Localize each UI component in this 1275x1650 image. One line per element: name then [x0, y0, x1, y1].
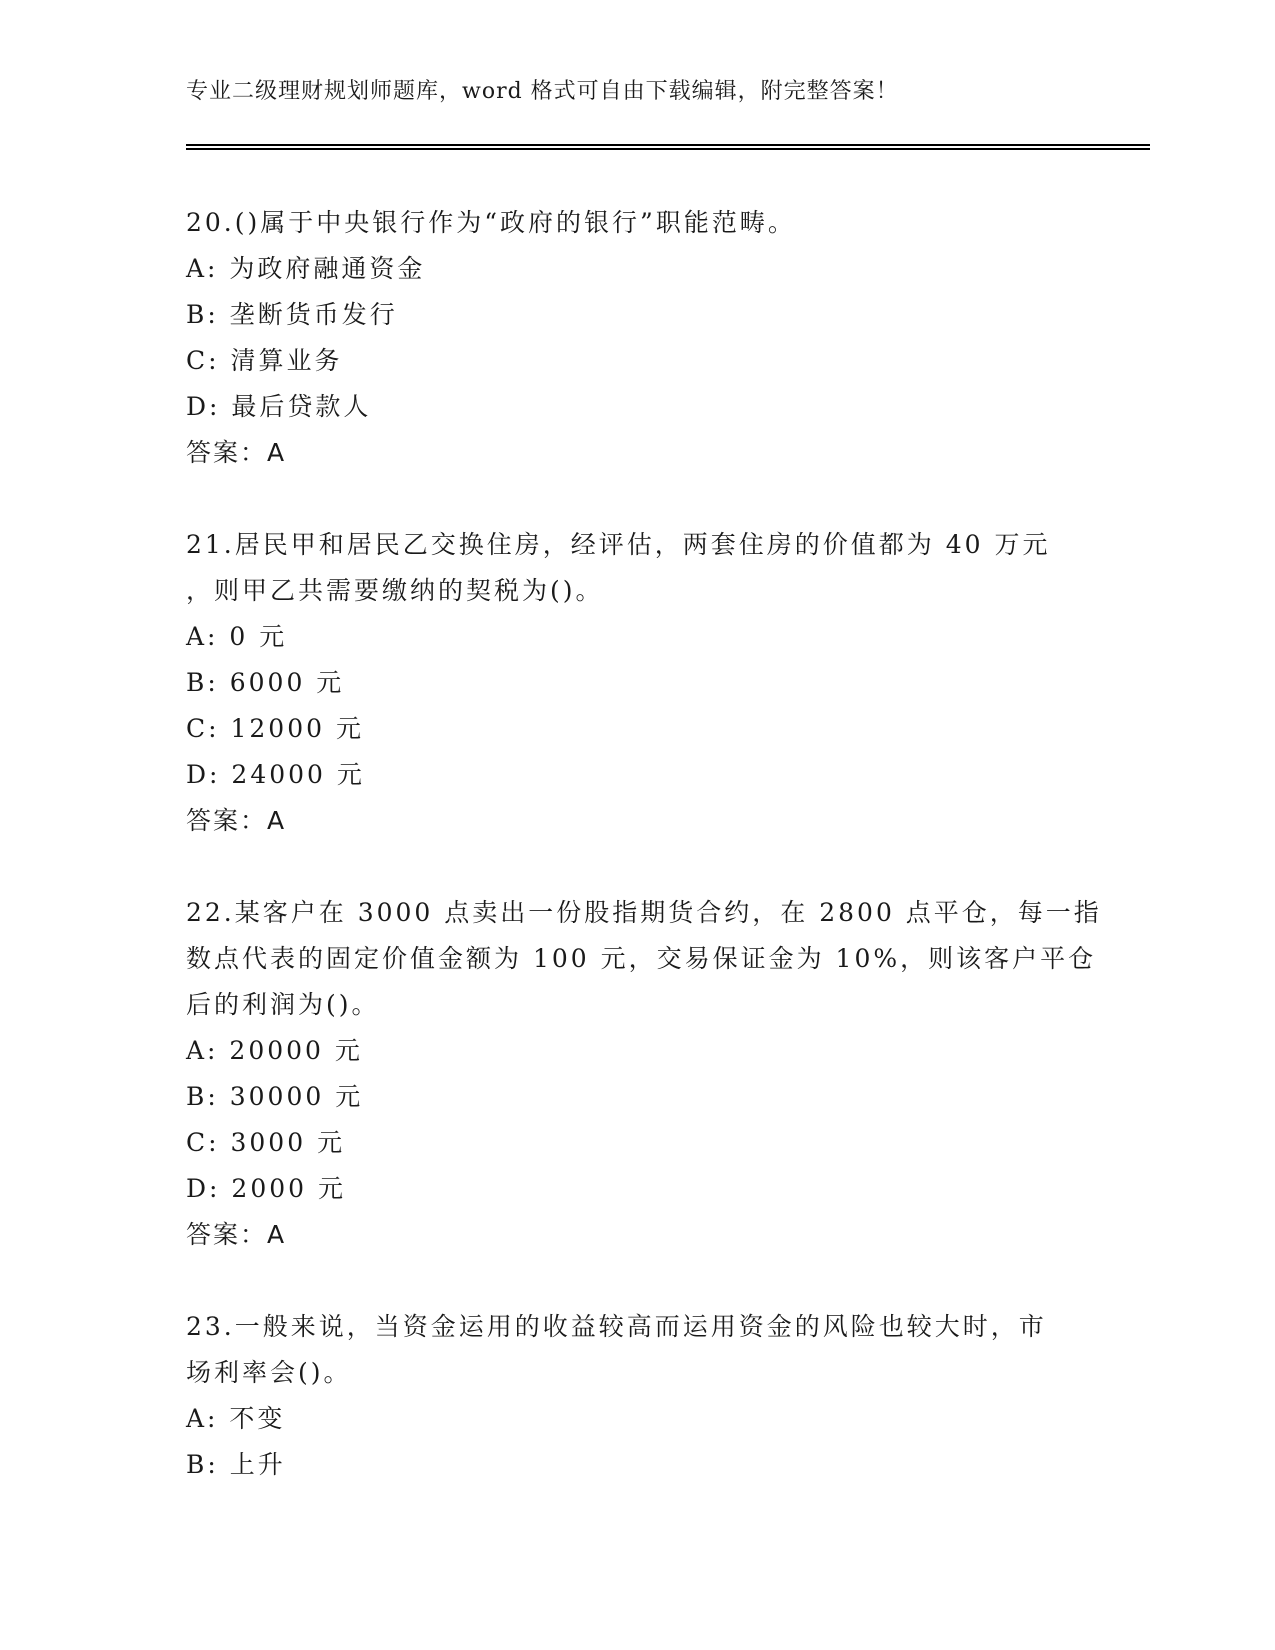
option-b: B: 上升 — [186, 1450, 286, 1479]
question-20 — [186, 200, 1086, 476]
question-22 — [186, 890, 1102, 1258]
question-21 — [186, 522, 1086, 844]
stem-line: ，则甲乙共需要缴纳的契税为()。 — [186, 576, 604, 605]
question-stem — [186, 200, 1086, 246]
option-a: A: 不变 — [186, 1404, 286, 1433]
answer-line: 答案：A — [186, 438, 287, 467]
stem-line: 22.某客户在 3000 点卖出一份股指期货合约，在 2800 点平仓，每一指 — [186, 898, 1102, 927]
stem-line: 场利率会()。 — [186, 1358, 352, 1387]
option-d: D: 2000 元 — [186, 1174, 346, 1203]
question-list — [186, 200, 1102, 1534]
page-header: 专业二级理财规划师题库，word 格式可自由下载编辑，附完整答案！ — [186, 79, 899, 104]
question-stem — [186, 522, 1086, 614]
stem-line: 20.()属于中央银行作为“政府的银行”职能范畴。 — [186, 208, 796, 237]
option-a: A: 20000 元 — [186, 1036, 363, 1065]
stem-line: 21.居民甲和居民乙交换住房，经评估，两套住房的价值都为 40 万元 — [186, 530, 1051, 559]
option-b: B: 6000 元 — [186, 668, 345, 697]
header-divider — [186, 144, 1150, 150]
option-d: D: 最后贷款人 — [186, 392, 372, 421]
question-23 — [186, 1304, 1086, 1488]
option-c: C: 12000 元 — [186, 714, 364, 743]
question-stem — [186, 890, 1102, 1028]
option-b: B: 30000 元 — [186, 1082, 364, 1111]
answer-line: 答案：A — [186, 806, 287, 835]
option-c: C: 清算业务 — [186, 346, 343, 375]
stem-line: 后的利润为()。 — [186, 990, 380, 1019]
answer-line: 答案：A — [186, 1220, 287, 1249]
option-b: B: 垄断货币发行 — [186, 300, 398, 329]
question-stem — [186, 1304, 1086, 1396]
option-a: A: 为政府融通资金 — [186, 254, 426, 283]
stem-line: 23.一般来说，当资金运用的收益较高而运用资金的风险也较大时，市 — [186, 1312, 1047, 1341]
option-c: C: 3000 元 — [186, 1128, 346, 1157]
option-d: D: 24000 元 — [186, 760, 365, 789]
stem-line: 数点代表的固定价值金额为 100 元，交易保证金为 10%，则该客户平仓 — [186, 944, 1097, 973]
option-a: A: 0 元 — [186, 622, 288, 651]
